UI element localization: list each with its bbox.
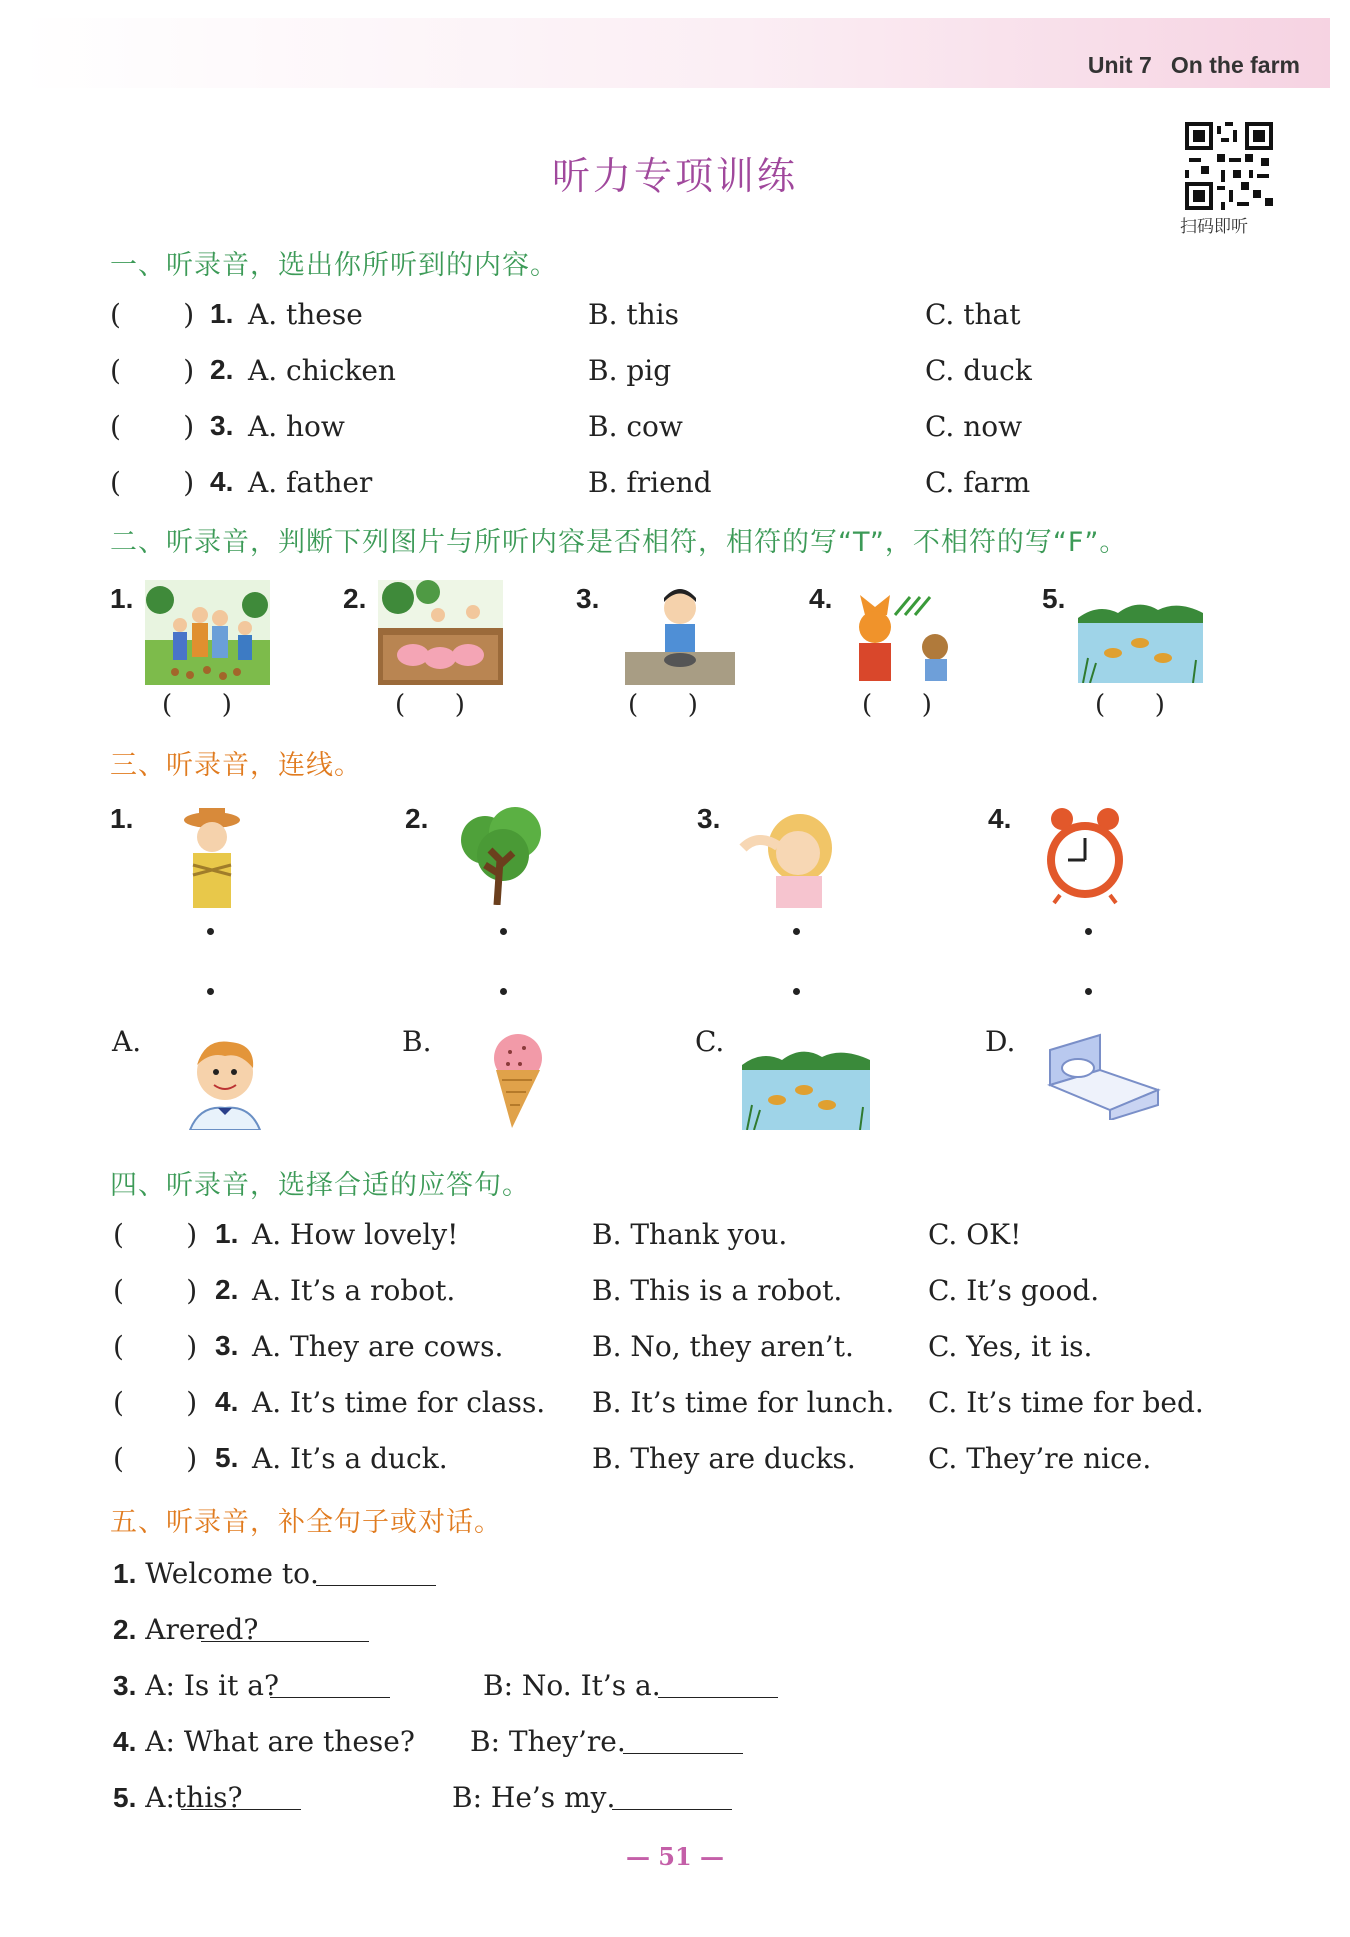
answer-paren[interactable]: ( ) — [113, 1218, 198, 1251]
answer-paren[interactable]: ( ) — [110, 298, 195, 331]
s1-question-4 — [0, 466, 1350, 506]
option-c: C. that — [925, 298, 1021, 331]
option-a: A. these — [248, 298, 363, 331]
sentence-text: B: He’s my — [452, 1781, 607, 1814]
question-number: 2. — [215, 1274, 239, 1305]
option-b: B. pig — [588, 354, 672, 387]
option-c: C. OK! — [928, 1218, 1022, 1251]
question-number: 4. — [210, 466, 234, 497]
option-c: C. Yes, it is. — [928, 1330, 1093, 1363]
option-c: C. now — [925, 410, 1023, 443]
option-b: B. this — [588, 298, 679, 331]
option-a: A. It’s a duck. — [252, 1442, 448, 1475]
sentence-text: A: Is it a — [145, 1669, 264, 1702]
option-a: A. They are cows. — [252, 1330, 504, 1363]
sentence-text: Are — [145, 1613, 196, 1646]
qr-code-icon[interactable] — [1185, 122, 1273, 210]
page-number: — 51 — — [625, 1842, 725, 1871]
qr-label: 扫码即听 — [1180, 217, 1248, 237]
sentence-text: . — [309, 1557, 319, 1590]
sentence-text: A: What are these? — [145, 1725, 415, 1758]
s4-question-5 — [0, 1442, 1350, 1482]
section2-heading: 二、听录音，判断下列图片与所听内容是否相符，相符的写“T”，不相符的写“F”。 — [110, 527, 1128, 558]
option-b: B. This is a robot. — [592, 1274, 843, 1307]
s1-question-1 — [0, 298, 1350, 338]
ducks-pond-picture — [1078, 598, 1203, 683]
sentence-text: Welcome to — [145, 1557, 310, 1590]
option-b: B. No, they aren’t. — [592, 1330, 854, 1363]
question-number: 2. — [210, 354, 234, 385]
answer-paren[interactable]: ( ) — [628, 690, 698, 720]
match-number: 3. — [697, 803, 721, 834]
match-dot-top[interactable] — [1085, 928, 1092, 935]
tree-picture — [455, 805, 550, 905]
sentence-text: B: No. It’s a — [483, 1669, 652, 1702]
picture-number: 4. — [809, 583, 833, 614]
option-a: A. how — [248, 410, 345, 443]
ducks-pond-picture — [742, 1045, 870, 1130]
answer-paren[interactable]: ( ) — [110, 466, 195, 499]
match-letter: D. — [985, 1025, 1016, 1058]
boy-picture — [180, 1030, 265, 1130]
blank-input[interactable] — [316, 1557, 436, 1586]
s5-sentence-1 — [0, 1557, 1350, 1597]
question-number: 3. — [210, 410, 234, 441]
unit-title — [1088, 52, 1300, 79]
sentence-text: red — [195, 1613, 244, 1646]
match-dot-top[interactable] — [500, 928, 507, 935]
answer-paren[interactable]: ( ) — [862, 690, 932, 720]
unit-label: Unit 7 — [1087, 52, 1152, 78]
bed-picture — [1040, 1030, 1165, 1120]
question-number: 1. — [215, 1218, 239, 1249]
s5-sentence-2 — [0, 1613, 1350, 1653]
girl-picture — [738, 808, 848, 908]
ice-cream-picture — [480, 1030, 550, 1130]
match-dot-top[interactable] — [207, 928, 214, 935]
section3-heading: 三、听录音，连线。 — [110, 750, 362, 781]
picture-number: 2. — [343, 583, 367, 614]
sentence-text: . — [606, 1781, 616, 1814]
s5-sentence-3 — [0, 1669, 1350, 1709]
sentence-text: A: — [145, 1781, 175, 1814]
match-dot-top[interactable] — [793, 928, 800, 935]
question-number: 2. — [113, 1614, 137, 1645]
clock-picture — [1040, 805, 1130, 905]
blank-input[interactable] — [658, 1669, 778, 1698]
s4-question-1 — [0, 1218, 1350, 1258]
option-a: A. father — [248, 466, 373, 499]
blank-input[interactable] — [270, 1669, 390, 1698]
s4-question-3 — [0, 1330, 1350, 1370]
blank-input[interactable] — [623, 1725, 743, 1754]
section5-heading: 五、听录音，补全句子或对话。 — [110, 1507, 502, 1538]
answer-paren[interactable]: ( ) — [113, 1274, 198, 1307]
sentence-text: ? — [263, 1669, 279, 1702]
s5-sentence-4 — [0, 1725, 1350, 1765]
picture-number: 1. — [110, 583, 134, 614]
match-dot-bottom[interactable] — [793, 988, 800, 995]
option-b: B. It’s time for lunch. — [592, 1386, 895, 1419]
page-title: 听力专项训练 — [551, 154, 798, 198]
picture-number: 5. — [1042, 583, 1066, 614]
question-number: 5. — [113, 1782, 137, 1813]
sentence-text: . — [651, 1669, 661, 1702]
match-dot-bottom[interactable] — [500, 988, 507, 995]
option-a: A. It’s a robot. — [252, 1274, 456, 1307]
s1-question-2 — [0, 354, 1350, 394]
farm-family-picture — [145, 580, 270, 685]
question-number: 1. — [210, 298, 234, 329]
option-c: C. duck — [925, 354, 1032, 387]
question-number: 3. — [113, 1670, 137, 1701]
pigs-picture — [378, 580, 503, 685]
match-dot-bottom[interactable] — [1085, 988, 1092, 995]
match-letter: C. — [695, 1025, 725, 1058]
section1-heading: 一、听录音，选出你所听到的内容。 — [110, 250, 558, 281]
s4-question-2 — [0, 1274, 1350, 1314]
option-c: C. It’s time for bed. — [928, 1386, 1204, 1419]
s4-question-4 — [0, 1386, 1350, 1426]
farmer-picture — [175, 805, 250, 910]
blank-input[interactable] — [249, 1613, 369, 1642]
match-number: 4. — [988, 803, 1012, 834]
s5-sentence-5 — [0, 1781, 1350, 1821]
sentence-text: B: They’re — [470, 1725, 617, 1758]
match-dot-bottom[interactable] — [207, 988, 214, 995]
picture-number: 3. — [576, 583, 600, 614]
option-b: B. cow — [588, 410, 683, 443]
option-a: A. How lovely! — [252, 1218, 459, 1251]
question-number: 4. — [113, 1726, 137, 1757]
option-c: C. farm — [925, 466, 1031, 499]
sentence-text: ? — [243, 1613, 259, 1646]
question-number: 3. — [215, 1330, 239, 1361]
option-c: C. They’re nice. — [928, 1442, 1152, 1475]
answer-paren[interactable]: ( ) — [110, 354, 195, 387]
s1-question-3 — [0, 410, 1350, 450]
option-c: C. It’s good. — [928, 1274, 1100, 1307]
question-number: 5. — [215, 1442, 239, 1473]
answer-paren[interactable]: ( ) — [113, 1442, 198, 1475]
answer-paren[interactable]: ( ) — [113, 1330, 198, 1363]
match-number: 1. — [110, 803, 134, 834]
unit-topic: On the farm — [1170, 52, 1300, 78]
blank-input[interactable] — [181, 1781, 301, 1810]
option-a: A. It’s time for class. — [252, 1386, 546, 1419]
option-b: B. They are ducks. — [592, 1442, 856, 1475]
match-letter: A. — [112, 1025, 142, 1058]
option-b: B. Thank you. — [592, 1218, 788, 1251]
option-b: B. friend — [588, 466, 712, 499]
sentence-text: this? — [174, 1781, 243, 1814]
answer-paren[interactable]: ( ) — [110, 410, 195, 443]
match-letter: B. — [402, 1025, 432, 1058]
question-number: 1. — [113, 1558, 137, 1589]
tiger-dog-picture — [845, 585, 965, 685]
answer-paren[interactable]: ( ) — [162, 690, 232, 720]
sentence-text: . — [616, 1725, 626, 1758]
option-a: A. chicken — [248, 354, 396, 387]
answer-paren[interactable]: ( ) — [113, 1386, 198, 1419]
blank-input[interactable] — [612, 1781, 732, 1810]
answer-paren[interactable]: ( ) — [1095, 690, 1165, 720]
match-number: 2. — [405, 803, 429, 834]
answer-paren[interactable]: ( ) — [395, 690, 465, 720]
section4-heading: 四、听录音，选择合适的应答句。 — [110, 1170, 530, 1201]
question-number: 4. — [215, 1386, 239, 1417]
boy-cooking-picture — [625, 580, 735, 685]
